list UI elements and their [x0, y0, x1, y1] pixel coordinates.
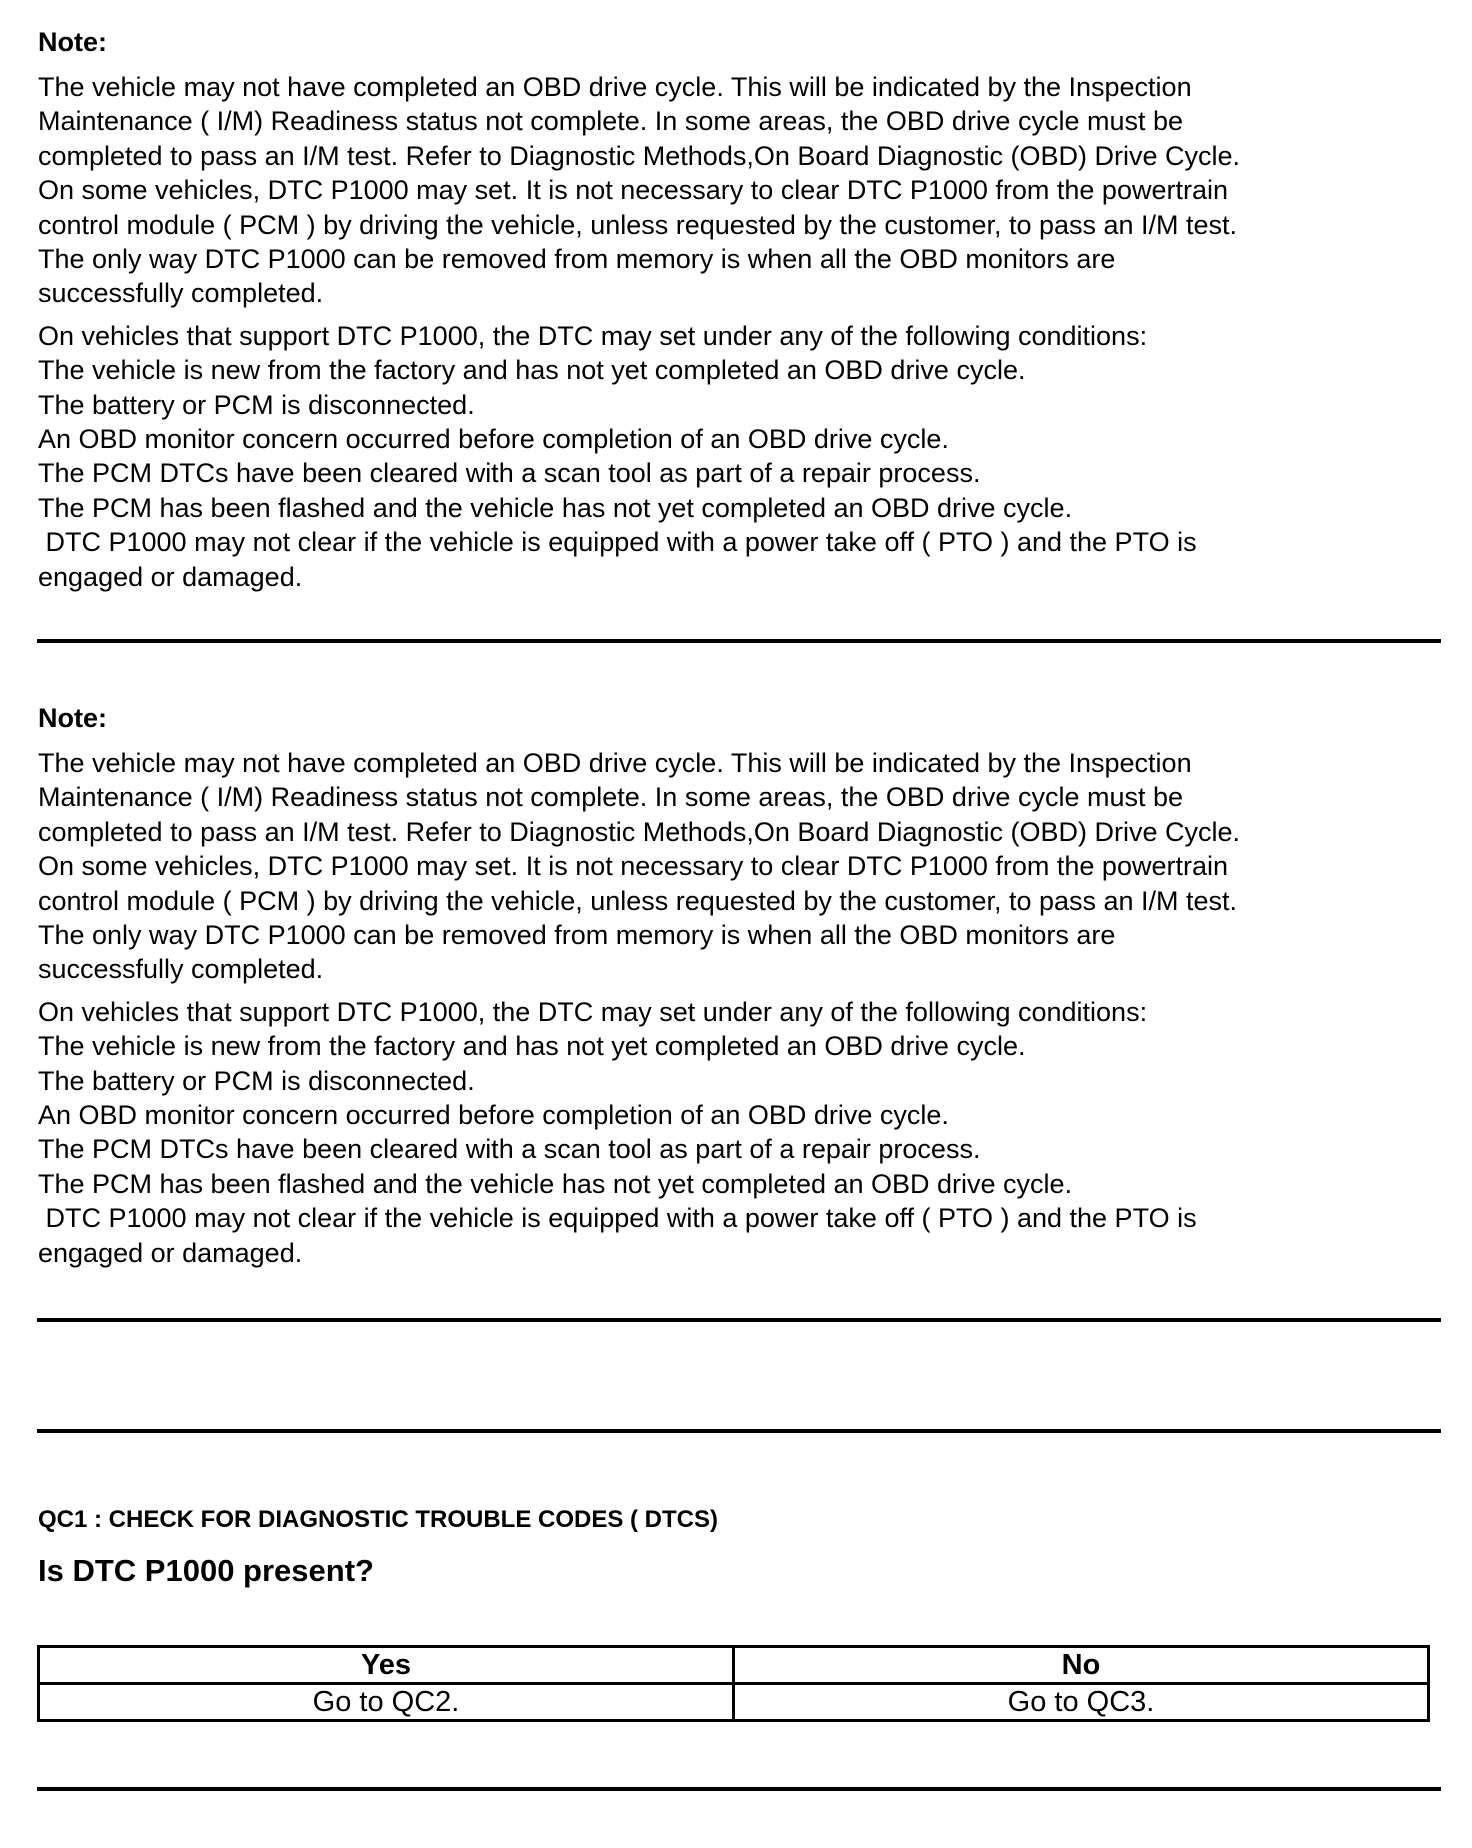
text-line: The battery or PCM is disconnected. — [38, 389, 475, 420]
text-line: The PCM DTCs have been cleared with a scan tool as part of a repair process. — [38, 458, 981, 489]
text-line: On vehicles that support DTC P1000, the DTC may set under any of the following conditions: — [38, 996, 1148, 1027]
note-block — [38, 702, 1438, 1270]
text-line: successfully completed. — [38, 278, 324, 309]
text-line: Maintenance ( I/M) Readiness status not complete. In some areas, the OBD drive cycle must be — [38, 106, 1184, 137]
text-line: The PCM has been flashed and the vehicle has not yet completed an OBD drive cycle. — [38, 492, 1073, 523]
conditions-paragraph — [38, 319, 1438, 594]
divider — [37, 1787, 1441, 1791]
no-action[interactable]: Go to QC3. — [734, 1684, 1429, 1721]
text-line: On some vehicles, DTC P1000 may set. It is not necessary to clear DTC P1000 from the powertrain — [38, 175, 1228, 206]
text-line: engaged or damaged. — [38, 561, 303, 592]
answer-table — [37, 1645, 1430, 1722]
text-line: Maintenance ( I/M) Readiness status not complete. In some areas, the OBD drive cycle must be — [38, 782, 1184, 813]
text-line: The PCM DTCs have been cleared with a scan tool as part of a repair process. — [38, 1134, 981, 1165]
text-line: On some vehicles, DTC P1000 may set. It is not necessary to clear DTC P1000 from the powertrain — [38, 851, 1228, 882]
text-line: The only way DTC P1000 can be removed from memory is when all the OBD monitors are — [38, 920, 1116, 951]
text-line: The vehicle may not have completed an OBD drive cycle. This will be indicated by the Inspection — [38, 72, 1192, 102]
qc-step-heading: QC1 : CHECK FOR DIAGNOSTIC TROUBLE CODES ( DTCS) — [38, 1506, 719, 1533]
table-header-row — [39, 1647, 1429, 1684]
divider — [37, 1429, 1441, 1433]
text-line: The vehicle is new from the factory and has not yet completed an OBD drive cycle. — [38, 355, 1026, 386]
yes-action[interactable]: Go to QC2. — [39, 1684, 734, 1721]
text-line: completed to pass an I/M test. Refer to Diagnostic Methods,On Board Diagnostic (OBD) Drive Cycle. — [38, 140, 1240, 171]
text-line: DTC P1000 may not clear if the vehicle is equipped with a power take off ( PTO ) and the PTO is — [38, 527, 1197, 558]
text-line: successfully completed. — [38, 954, 324, 985]
text-line: DTC P1000 may not clear if the vehicle is equipped with a power take off ( PTO ) and the PTO is — [38, 1203, 1197, 1234]
note-paragraph — [38, 70, 1438, 311]
text-line: On vehicles that support DTC P1000, the DTC may set under any of the following conditions: — [38, 320, 1148, 351]
note-paragraph — [38, 746, 1438, 987]
text-line: completed to pass an I/M test. Refer to Diagnostic Methods,On Board Diagnostic (OBD) Drive Cycle. — [38, 816, 1240, 847]
note-heading: Note: — [38, 27, 107, 57]
text-line: control module ( PCM ) by driving the vehicle, unless requested by the customer, to pass an I/M test. — [38, 885, 1238, 916]
conditions-paragraph — [38, 995, 1438, 1270]
no-header: No — [734, 1647, 1429, 1684]
yes-header: Yes — [39, 1647, 734, 1684]
text-line: An OBD monitor concern occurred before completion of an OBD drive cycle. — [38, 424, 949, 455]
note-block — [38, 26, 1438, 594]
text-line: An OBD monitor concern occurred before completion of an OBD drive cycle. — [38, 1100, 949, 1131]
divider — [37, 1318, 1441, 1322]
text-line: The PCM has been flashed and the vehicle has not yet completed an OBD drive cycle. — [38, 1168, 1073, 1199]
text-line: control module ( PCM ) by driving the vehicle, unless requested by the customer, to pass an I/M test. — [38, 209, 1238, 240]
text-line: The vehicle may not have completed an OBD drive cycle. This will be indicated by the Inspection — [38, 748, 1192, 778]
text-line: The only way DTC P1000 can be removed from memory is when all the OBD monitors are — [38, 244, 1116, 275]
qc-question: Is DTC P1000 present? — [38, 1553, 374, 1588]
note-heading: Note: — [38, 703, 107, 733]
divider — [37, 639, 1441, 643]
table-row — [39, 1684, 1429, 1721]
text-line: The battery or PCM is disconnected. — [38, 1065, 475, 1096]
text-line: The vehicle is new from the factory and has not yet completed an OBD drive cycle. — [38, 1031, 1026, 1062]
text-line: engaged or damaged. — [38, 1237, 303, 1268]
